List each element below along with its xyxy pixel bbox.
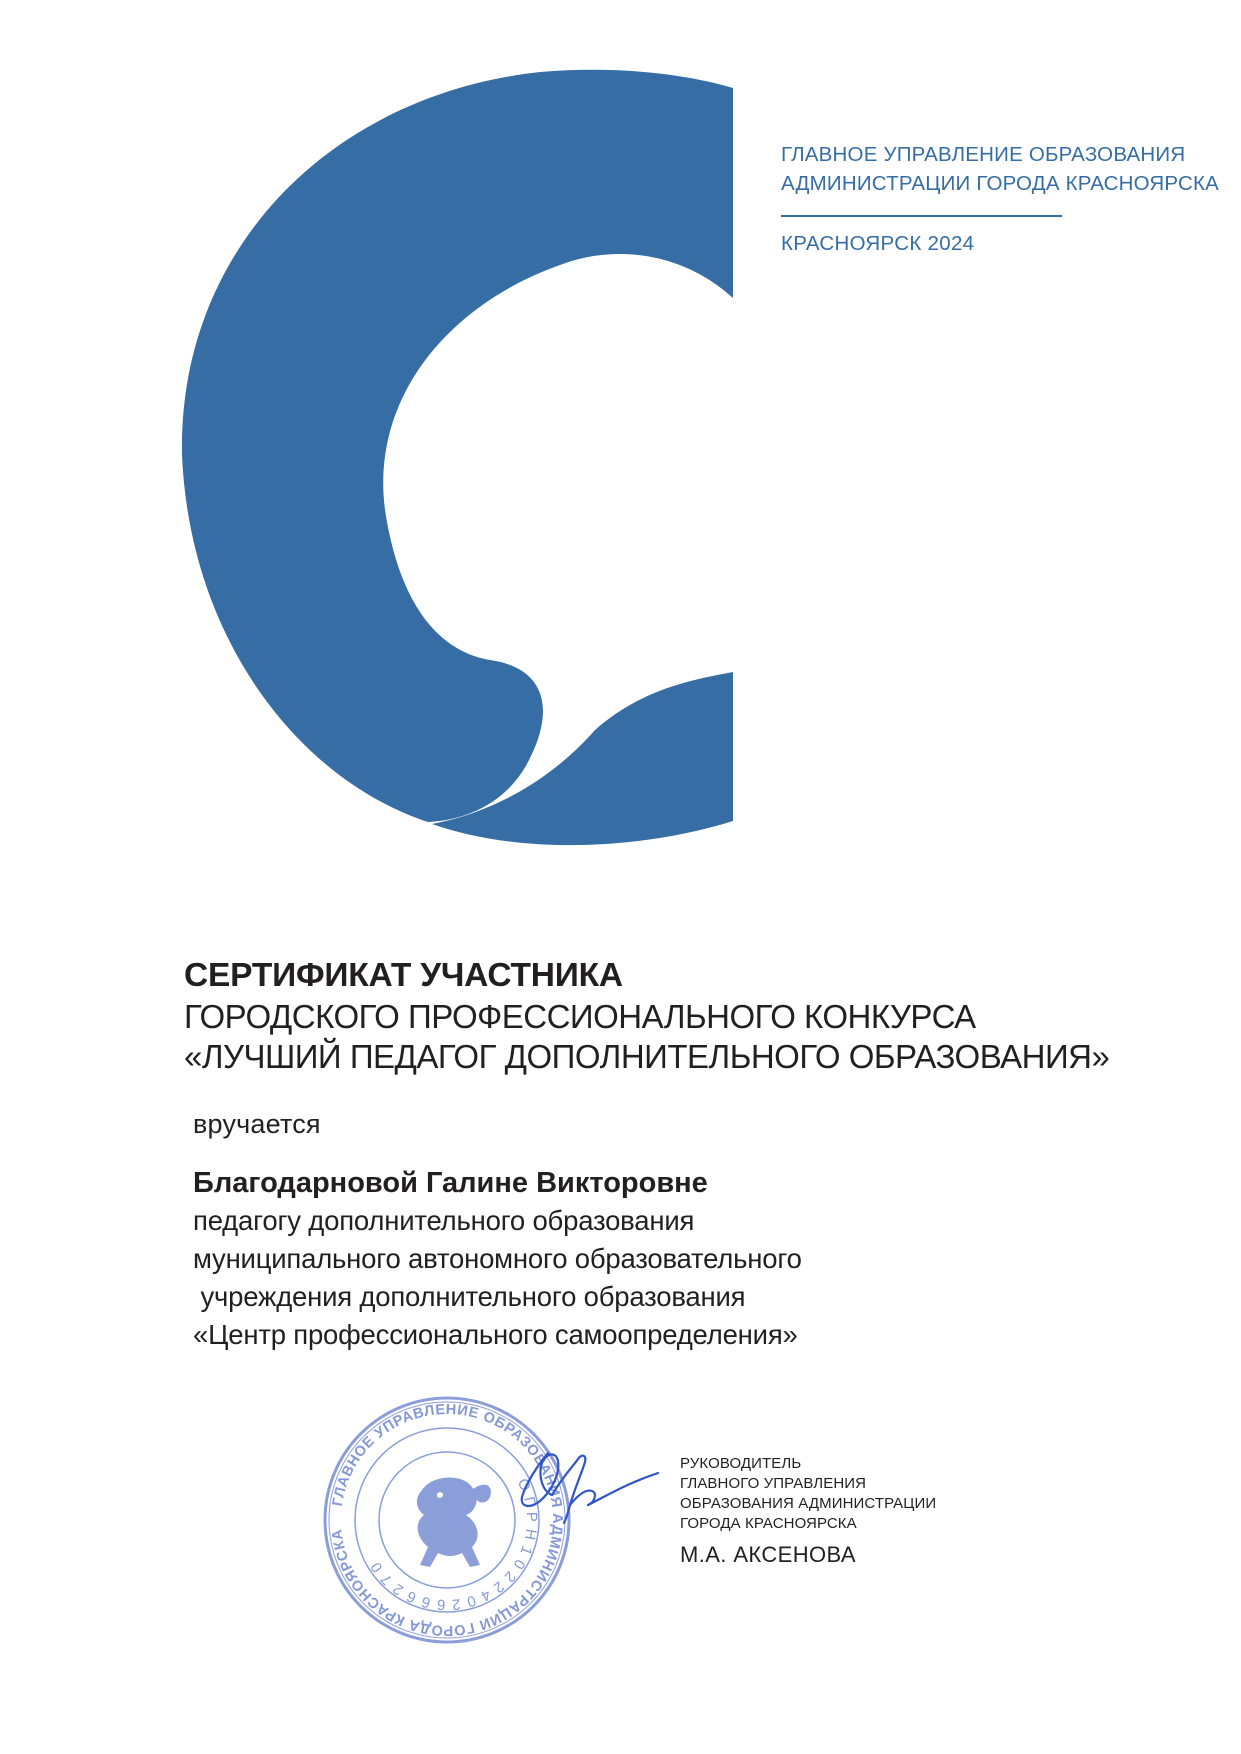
recipient-position-line: учреждения дополнительного образования: [193, 1281, 746, 1312]
header-divider: [781, 215, 1062, 217]
recipient-block: [193, 1164, 802, 1354]
contest-name-line1: ГОРОДСКОГО ПРОФЕССИОНАЛЬНОГО КОНКУРСА: [184, 998, 976, 1035]
city-year: КРАСНОЯРСК 2024: [781, 232, 975, 255]
seal-ogrn-text: О Г Р Н 1 0 2 2 4 0 2 6 6 6 2 7 0: [366, 1476, 541, 1614]
recipient-position-line: «Центр профессионального самоопределения»: [193, 1319, 798, 1350]
organization-name-line2: АДМИНИСТРАЦИИ ГОРОДА КРАСНОЯРСКА: [781, 172, 1220, 195]
lion-emblem-icon: [417, 1478, 491, 1567]
signer-title-line: ГЛАВНОГО УПРАВЛЕНИЯ: [680, 1475, 867, 1492]
organization-name-line1: ГЛАВНОЕ УПРАВЛЕНИЕ ОБРАЗОВАНИЯ: [781, 143, 1186, 166]
seal-outer-ring-text: ГЛАВНОЕ УПРАВЛЕНИЕ ОБРАЗОВАНИЯ АДМИНИСТРАЦИИ ГОРОДА КРАСНОЯРСКА: [329, 1401, 566, 1639]
signer-title-line: ГОРОДА КРАСНОЯРСКА: [680, 1515, 857, 1532]
logo-c-shape-icon: [0, 0, 760, 880]
signer-block: [680, 1454, 936, 1570]
certificate-title: СЕРТИФИКАТ УЧАСТНИКА: [184, 957, 623, 994]
awarded-to-label: вручается: [193, 1109, 321, 1139]
signer-title-line: ОБРАЗОВАНИЯ АДМИНИСТРАЦИИ: [680, 1495, 937, 1512]
recipient-position-line: муниципального автономного образовательного: [193, 1243, 802, 1274]
certificate-heading: [184, 955, 1109, 1077]
signature: [508, 1435, 668, 1527]
signer-title-line: РУКОВОДИТЕЛЬ: [680, 1455, 802, 1472]
organization-name: [781, 140, 1219, 198]
contest-name-line2: «ЛУЧШИЙ ПЕДАГОГ ДОПОЛНИТЕЛЬНОГО ОБРАЗОВАНИЯ»: [184, 1038, 1110, 1075]
recipient-name: Благодарновой Галине Викторовне: [193, 1167, 708, 1199]
signer-name: М.А. АКСЕНОВА: [680, 1542, 856, 1567]
recipient-position-line: педагогу дополнительного образования: [193, 1205, 695, 1236]
